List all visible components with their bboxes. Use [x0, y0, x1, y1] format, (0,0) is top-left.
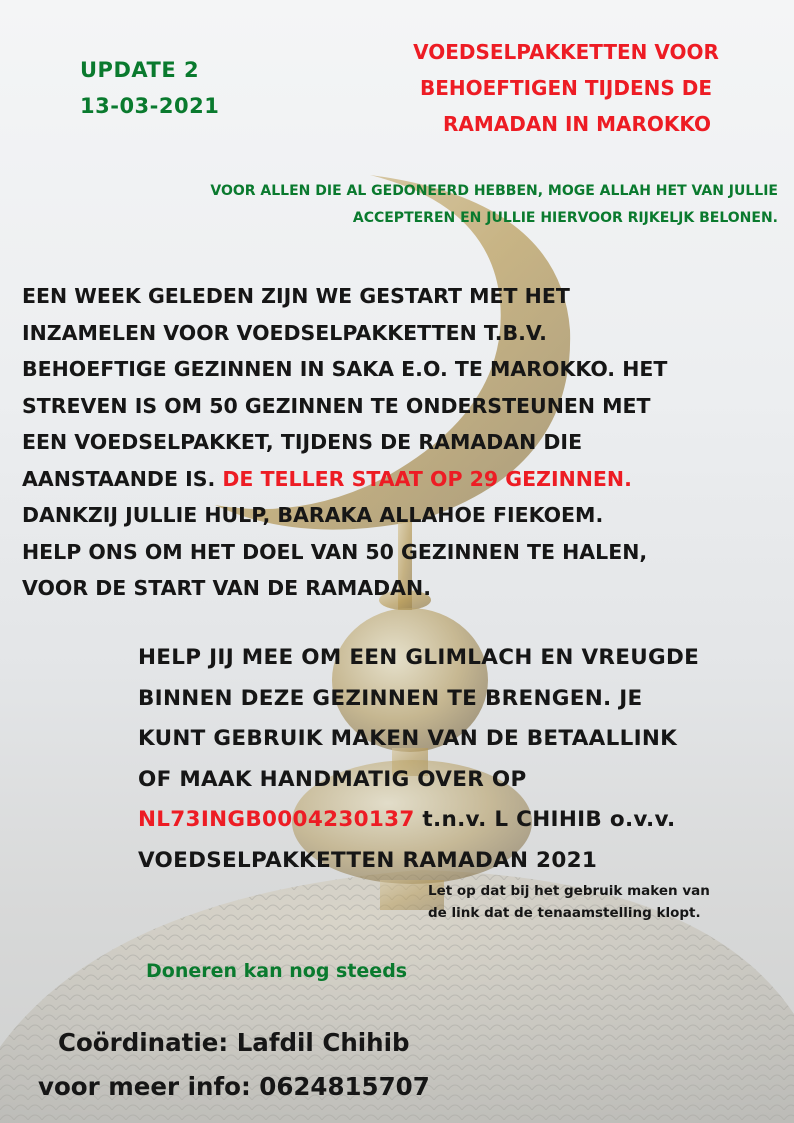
iban-number: NL73INGB0004230137	[138, 807, 415, 832]
paragraph-line: DANKZIJ JULLIE HULP, BARAKA ALLAHOE FIEKOEM.	[22, 503, 604, 527]
update-date: 13-03-2021	[80, 94, 220, 118]
title-line: VOEDSELPAKKETTEN VOOR	[413, 40, 719, 64]
paragraph-line: VOOR DE START VAN DE RAMADAN.	[22, 576, 431, 600]
update-label: UPDATE 2	[80, 58, 200, 82]
coordination-text: Coördinatie: Lafdil Chihib	[58, 1028, 410, 1057]
title-line: RAMADAN IN MAROKKO	[442, 112, 712, 136]
donate-text: Doneren kan nog steeds	[146, 960, 408, 982]
main-paragraph	[22, 278, 782, 607]
update-block	[80, 52, 219, 124]
paragraph-line: EEN VOEDSELPAKKET, TIJDENS DE RAMADAN DIE	[22, 430, 583, 454]
cta-line: HELP JIJ MEE OM EEN GLIMLACH EN VREUGDE	[138, 645, 700, 670]
thanks-message	[20, 178, 778, 232]
cta-line: OF MAAK HANDMATIG OVER OP	[138, 766, 527, 792]
paragraph-line: HELP ONS OM HET DOEL VAN 50 GEZINNEN TE HALEN,	[22, 539, 648, 564]
paragraph-line: EEN WEEK GELEDEN ZIJN WE GESTART MET HET	[22, 284, 570, 308]
call-to-action	[138, 638, 788, 881]
cta-text: t.n.v. L CHIHIB o.v.v.	[414, 807, 676, 832]
title-line: BEHOEFTIGEN TIJDENS DE	[420, 76, 712, 100]
thanks-line: ACCEPTEREN EN JULLIE HIERVOOR RIJKELJK BELONEN.	[352, 210, 778, 226]
cta-line: BINNEN DEZE GEZINNEN TE BRENGEN. JE	[138, 685, 643, 711]
cta-line	[138, 800, 788, 841]
contact-info: voor meer info: 0624815707	[38, 1072, 430, 1101]
paragraph-line: BEHOEFTIGE GEZINNEN IN SAKA E.O. TE MAROKKO. HET	[22, 357, 668, 381]
payment-note	[428, 880, 778, 924]
paragraph-line: INZAMELEN VOOR VOEDSELPAKKETTEN T.B.V.	[22, 320, 547, 345]
cta-line: VOEDSELPAKKETTEN RAMADAN 2021	[138, 847, 598, 873]
paragraph-line: STREVEN IS OM 50 GEZINNEN TE ONDERSTEUNEN MET	[22, 393, 651, 418]
counter-highlight: DE TELLER STAAT OP 29 GEZINNEN.	[222, 466, 632, 491]
page-title	[376, 34, 756, 142]
paragraph-text: AANSTAANDE IS.	[22, 466, 223, 491]
note-line: de link dat de tenaamstelling klopt.	[428, 905, 701, 921]
cta-line: KUNT GEBRUIK MAKEN VAN DE BETAALLINK	[138, 726, 678, 751]
paragraph-line	[22, 461, 782, 498]
thanks-line: VOOR ALLEN DIE AL GEDONEERD HEBBEN, MOGE ALLAH HET VAN JULLIE	[210, 183, 778, 199]
note-line: Let op dat bij het gebruik maken van	[428, 883, 710, 899]
